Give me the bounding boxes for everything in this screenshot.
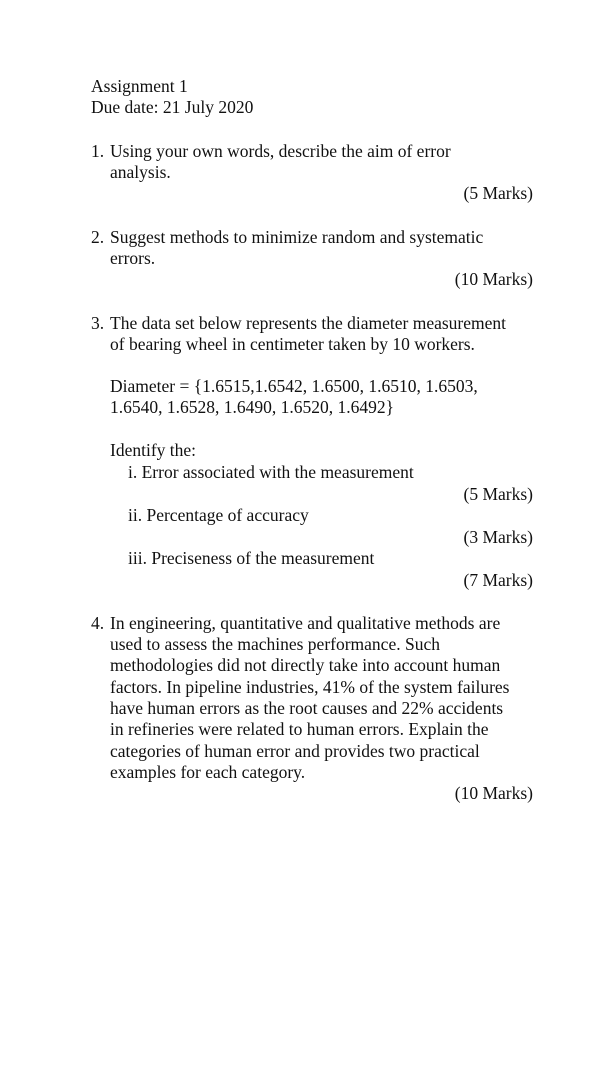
sub-item-iii: iii. Preciseness of the measurement [128, 548, 375, 568]
question-4-number: 4. [91, 613, 105, 633]
question-1-number: 1. [91, 141, 105, 161]
question-3-text-line-2: of bearing wheel in centimeter taken by 10 workers. [110, 334, 475, 354]
question-4-text-line-6: in refineries were related to human errors. Explain the [110, 719, 489, 739]
assignment-title: Assignment 1 [91, 76, 188, 96]
diameter-data-line-2: 1.6540, 1.6528, 1.6490, 1.6520, 1.6492} [110, 397, 395, 417]
sub-item-iii-marks: (7 Marks) [463, 570, 533, 590]
due-date: Due date: 21 July 2020 [91, 97, 254, 117]
question-4-text-line-7: categories of human error and provides two practical [110, 741, 480, 761]
question-1-text-line-2: analysis. [110, 162, 171, 182]
sub-item-ii: ii. Percentage of accuracy [128, 505, 309, 525]
question-4-text-line-5: have human errors as the root causes and 22% accidents [110, 698, 504, 718]
question-1-marks: (5 Marks) [463, 183, 533, 203]
question-4-text-line-3: methodologies did not directly take into account human [110, 655, 501, 675]
question-2-text-line-1: Suggest methods to minimize random and systematic [110, 227, 484, 247]
sub-item-i: i. Error associated with the measurement [128, 462, 414, 482]
question-3-text-line-1: The data set below represents the diameter measurement [110, 313, 507, 333]
question-2-marks: (10 Marks) [454, 269, 533, 289]
question-3-number: 3. [91, 313, 105, 333]
question-4-text-line-1: In engineering, quantitative and qualitative methods are [110, 613, 501, 633]
question-1-text-line-1: Using your own words, describe the aim of error [110, 141, 451, 161]
question-4-marks: (10 Marks) [454, 783, 533, 803]
question-2-number: 2. [91, 227, 105, 247]
question-4-text-line-2: used to assess the machines performance. Such [110, 634, 440, 654]
sub-item-i-marks: (5 Marks) [463, 484, 533, 504]
identify-label: Identify the: [110, 440, 197, 460]
question-2-text-line-2: errors. [110, 248, 156, 268]
question-4-text-line-4: factors. In pipeline industries, 41% of the system failures [110, 677, 510, 697]
diameter-data-line-1: Diameter = {1.6515,1.6542, 1.6500, 1.6510, 1.6503, [110, 376, 478, 396]
sub-item-ii-marks: (3 Marks) [463, 527, 533, 547]
question-4-text-line-8: examples for each category. [110, 762, 306, 782]
